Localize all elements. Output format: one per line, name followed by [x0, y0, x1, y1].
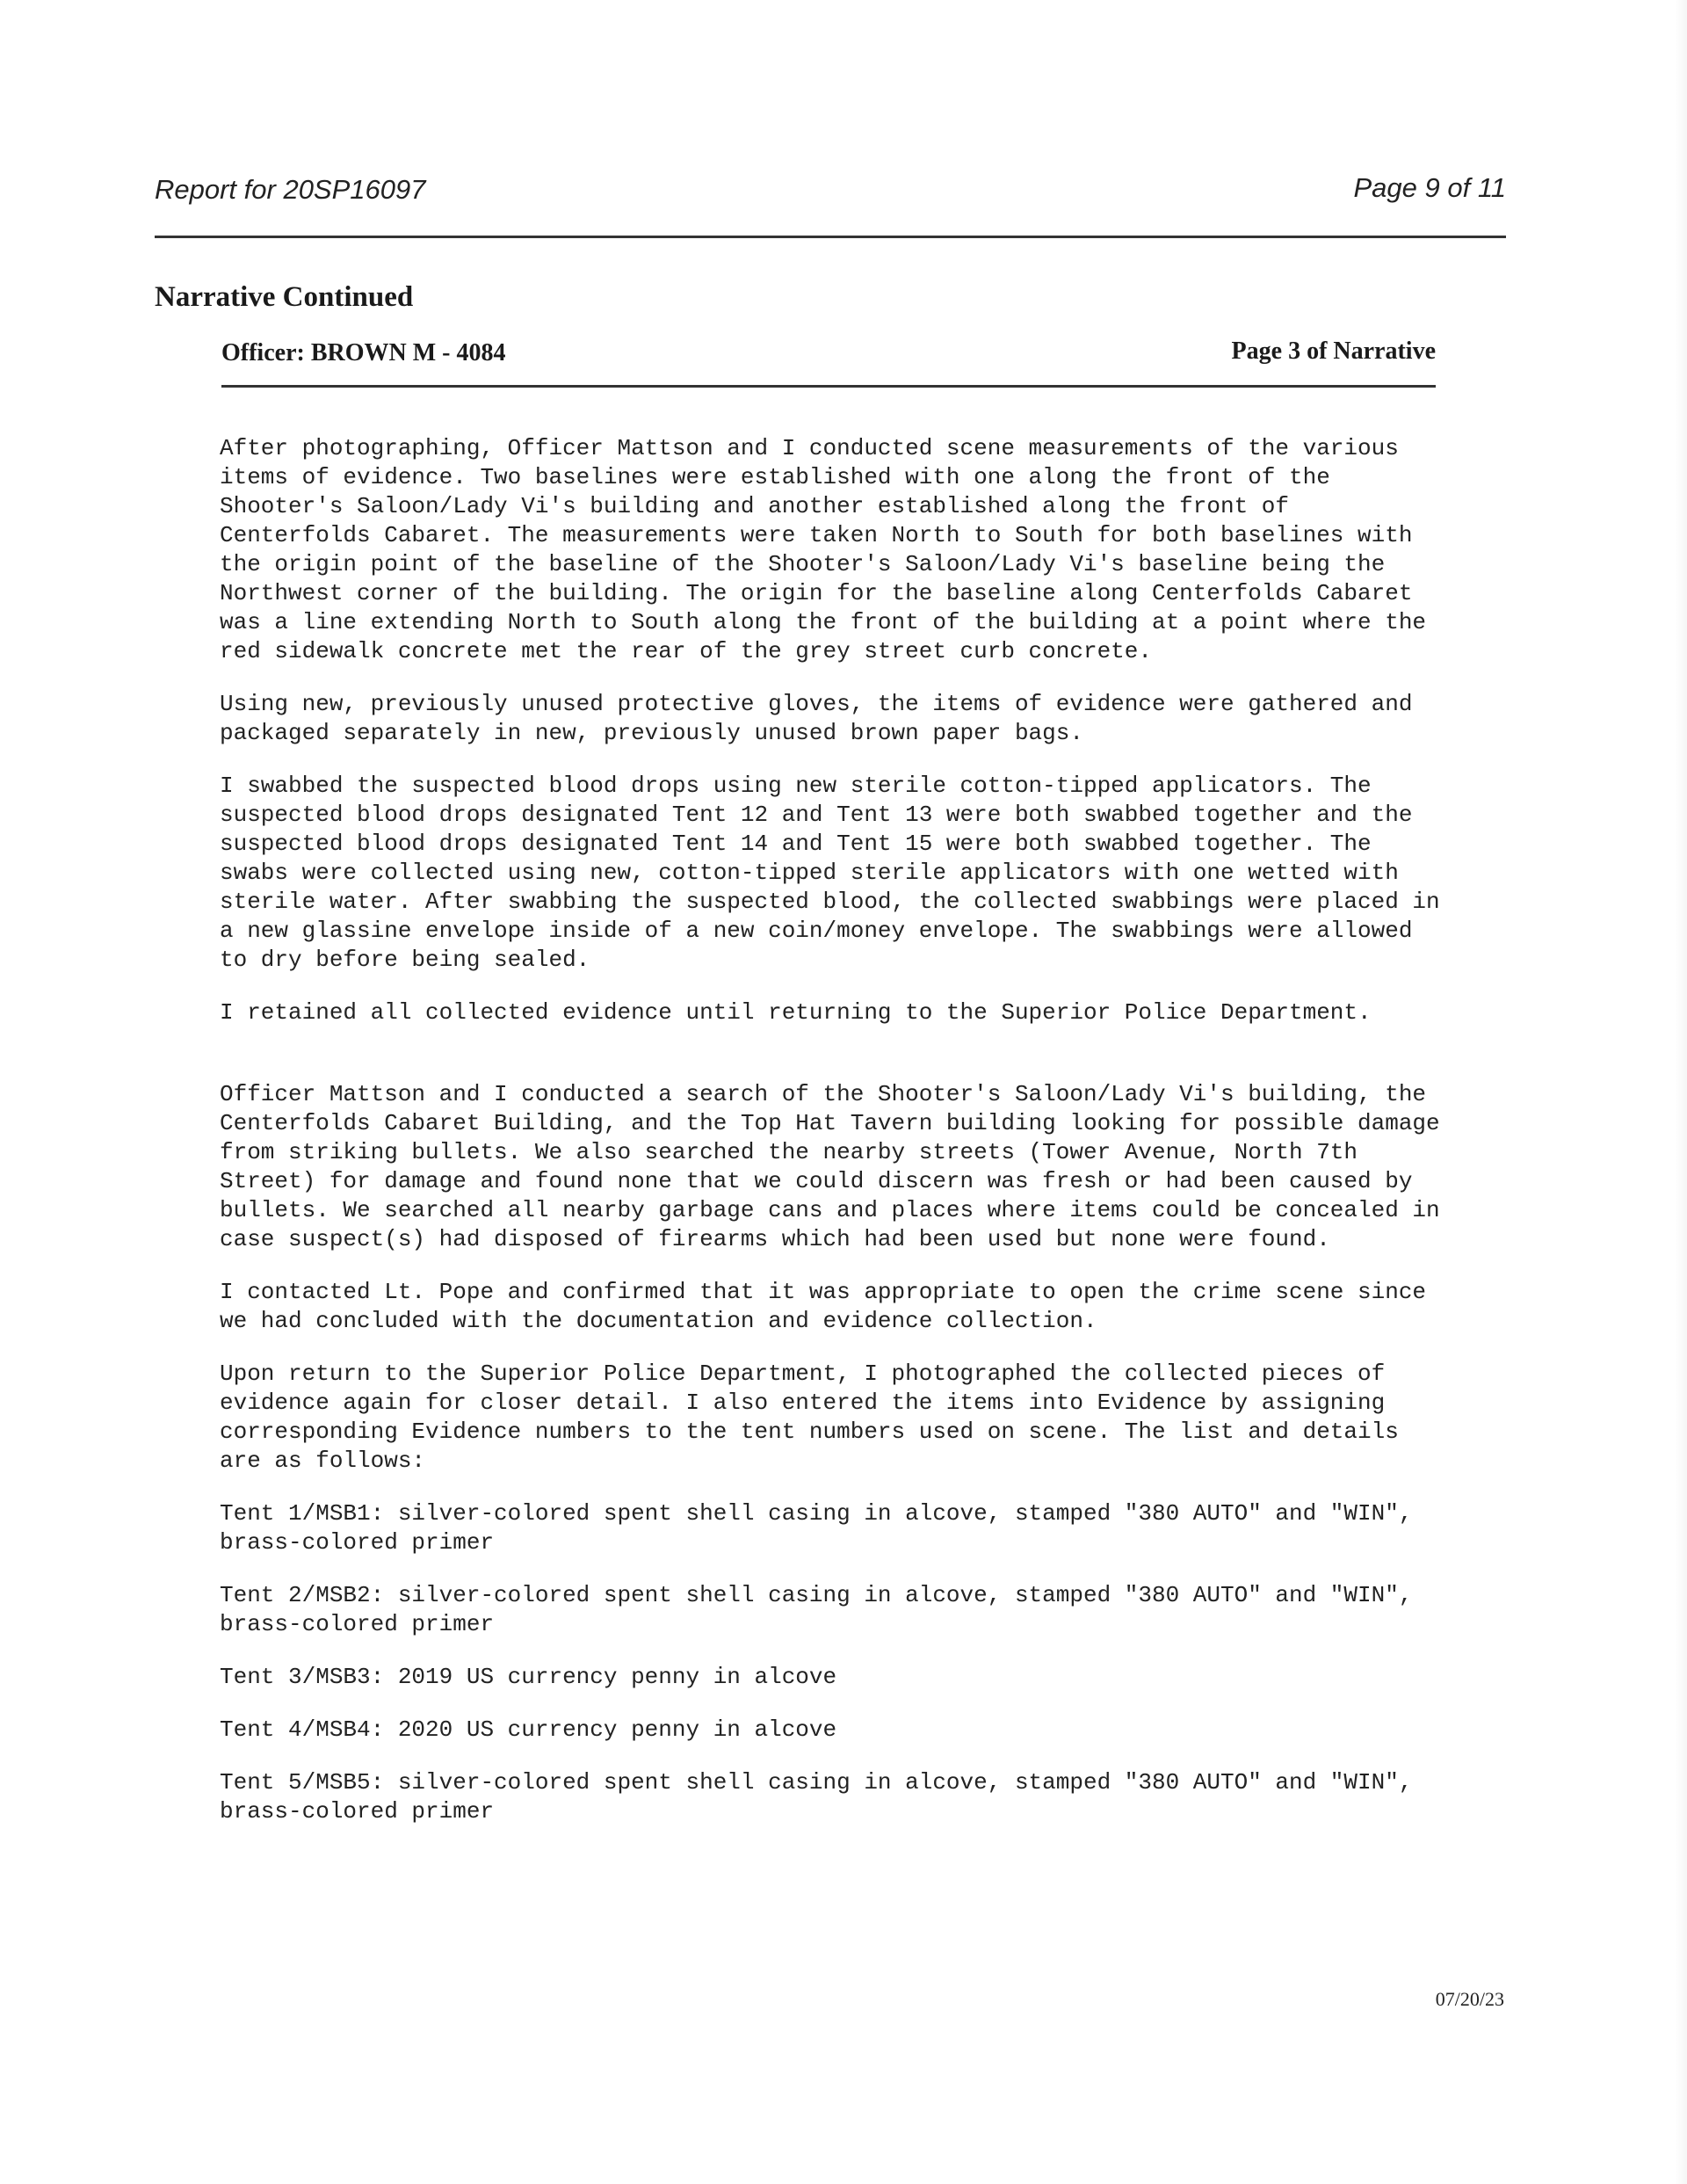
section-title: Narrative Continued — [155, 281, 414, 313]
evidence-item: Tent 4/MSB4: 2020 US currency penny in alcove — [220, 1716, 837, 1743]
scan-edge-shadow — [1675, 0, 1687, 2184]
narrative-paragraph: Officer Mattson and I conducted a search of the Shooter's Saloon/Lady Vi's building, the Centerfolds Cabaret Building, and the Top Hat Tavern building looking for possible damage from striking bullets. We also searched the nearby streets (Tower Avenue, North 7th Street) for damage and found none that we could discern was fresh or had been caused by bullets. We searched all nearby garbage cans and places where items could be concealed in case suspect(s) had disposed of firearms which had been used but none were found. — [220, 1081, 1454, 1252]
narrative-page-indicator: Page 3 of Narrative — [1231, 337, 1436, 365]
report-title: Report for 20SP16097 — [155, 174, 426, 205]
officer-label: Officer: BROWN M - 4084 — [221, 339, 506, 366]
narrative-body — [220, 434, 1454, 1850]
narrative-paragraph: After photographing, Officer Mattson and I conducted scene measurements of the various items of evidence. Two baselines were established with one along the front of the Shooter's Saloon/Lady Vi's building and another established along the front of Centerfolds Cabaret. The measurements were taken North to South for both baselines with the origin point of the baseline of the Shooter's Saloon/Lady Vi's baseline being the Northwest corner of the building. The origin for the baseline along Centerfolds Cabaret was a line extending North to South along the front of the building at a point where the red sidewalk concrete met the rear of the grey street curb concrete. — [220, 435, 1440, 664]
narrative-paragraph: I swabbed the suspected blood drops using new sterile cotton-tipped applicators. The suspected blood drops designated Tent 12 and Tent 13 were both swabbed together and the suspected blood drops designated Tent 14 and Tent 15 were both swabbed together. The swabs were collected using new, cotton-tipped sterile applicators with one wetted with sterile water. After swabbing the suspected blood, the collected swabbings were placed in a new glassine envelope inside of a new coin/money envelope. The swabbings were allowed to dry before being sealed. — [220, 773, 1454, 973]
section-divider — [221, 385, 1436, 388]
evidence-item: Tent 5/MSB5: silver-colored spent shell casing in alcove, stamped "380 AUTO" and "WIN", brass-colored primer — [220, 1769, 1427, 1825]
evidence-item: Tent 3/MSB3: 2019 US currency penny in alcove — [220, 1664, 837, 1690]
page-indicator: Page 9 of 11 — [1353, 172, 1506, 203]
evidence-item: Tent 2/MSB2: silver-colored spent shell casing in alcove, stamped "380 AUTO" and "WIN", brass-colored primer — [220, 1582, 1427, 1637]
header-divider — [155, 236, 1506, 238]
narrative-paragraph: Using new, previously unused protective gloves, the items of evidence were gathered and packaged separately in new, previously unused brown paper bags. — [220, 691, 1427, 746]
narrative-paragraph: Upon return to the Superior Police Department, I photographed the collected pieces of evidence again for closer detail. I also entered the items into Evidence by assigning corresponding Evidence numbers to the tent numbers used on scene. The list and details are as follows: — [220, 1360, 1413, 1474]
narrative-paragraph: I retained all collected evidence until returning to the Superior Police Department. — [220, 999, 1372, 1026]
evidence-item: Tent 1/MSB1: silver-colored spent shell casing in alcove, stamped "380 AUTO" and "WIN", brass-colored primer — [220, 1500, 1427, 1556]
narrative-paragraph: I contacted Lt. Pope and confirmed that it was appropriate to open the crime scene since we had concluded with the documentation and evidence collection. — [220, 1279, 1440, 1334]
footer-date: 07/20/23 — [1435, 1988, 1504, 2010]
